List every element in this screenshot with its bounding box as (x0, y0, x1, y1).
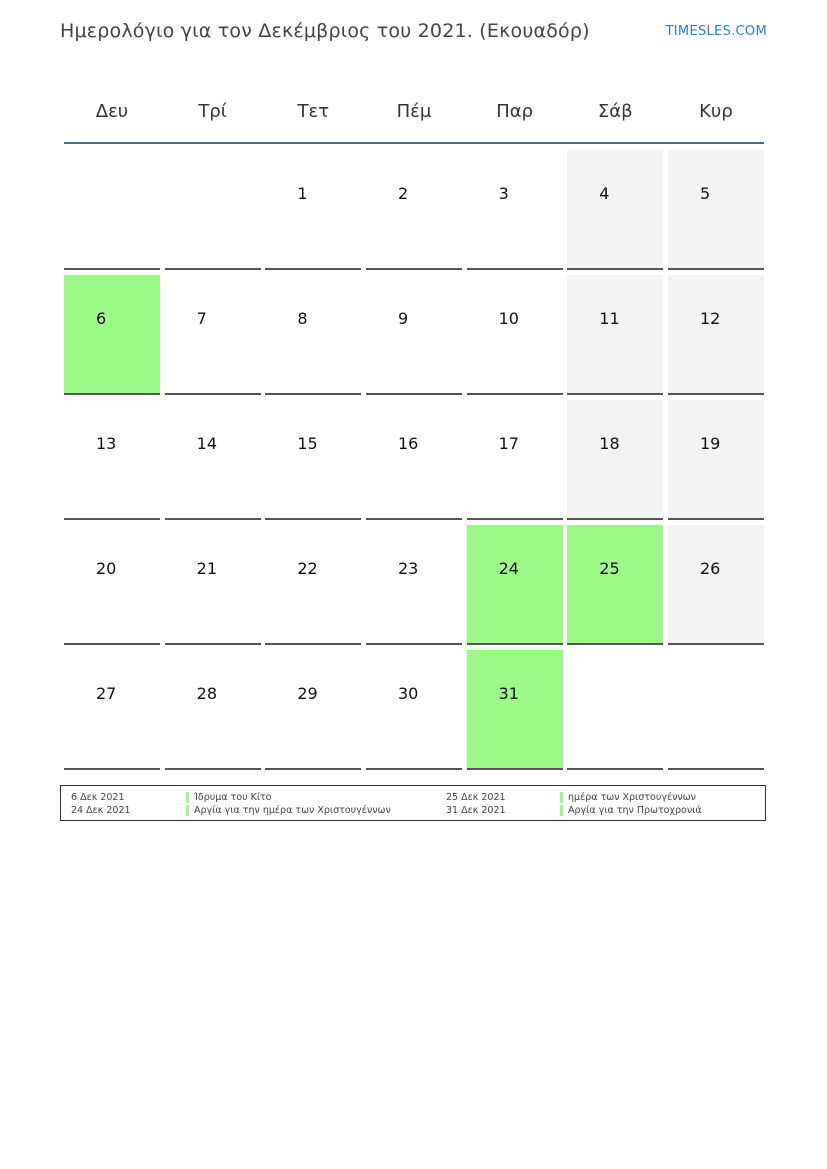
weekday-tuesday: Τρί (198, 100, 227, 122)
day-number: 8 (297, 309, 308, 328)
day-cell[interactable] (467, 400, 563, 520)
legend-color-swatch (560, 805, 563, 816)
weekday-wednesday: Τετ (297, 100, 330, 122)
day-number: 19 (699, 434, 721, 453)
weekday-sunday: Κυρ (699, 100, 733, 122)
day-cell[interactable] (265, 275, 361, 395)
day-cell[interactable] (64, 525, 160, 645)
day-number: 1 (297, 184, 308, 203)
legend-color-swatch (186, 805, 189, 816)
day-cell[interactable] (567, 275, 663, 395)
day-cell[interactable] (668, 400, 764, 520)
weekday-header (64, 80, 764, 144)
day-number: 24 (498, 559, 519, 578)
weekday-thursday: Πέμ (396, 100, 432, 122)
day-cell[interactable] (64, 650, 160, 770)
brand-link[interactable]: TIMESLES.COM (665, 24, 767, 39)
holiday-day-cell[interactable] (467, 525, 563, 645)
day-cell[interactable] (165, 650, 261, 770)
empty-day-cell (668, 650, 764, 770)
legend-holiday-name: Αργία για την Πρωτοχρονιά (568, 805, 702, 816)
day-cell[interactable] (567, 150, 663, 270)
weekday-saturday: Σάβ (597, 100, 633, 122)
day-number: 15 (297, 434, 318, 453)
day-number: 16 (397, 434, 419, 453)
day-cell[interactable] (366, 400, 462, 520)
legend-holiday-name: Ίδρυμα του Κίτο (194, 792, 272, 803)
day-cell[interactable] (668, 525, 764, 645)
day-cell[interactable] (467, 150, 563, 270)
day-number: 6 (96, 309, 107, 328)
day-number: 27 (96, 684, 117, 703)
legend-holiday-name: ημέρα των Χριστουγέννων (568, 792, 696, 803)
calendar (64, 80, 764, 770)
day-cell[interactable] (265, 400, 361, 520)
day-number: 13 (96, 434, 117, 453)
day-number: 26 (699, 559, 721, 578)
day-number: 31 (498, 684, 519, 703)
day-number: 2 (397, 184, 409, 203)
day-number: 11 (599, 309, 620, 328)
day-cell[interactable] (265, 650, 361, 770)
day-number: 9 (397, 309, 409, 328)
legend-color-swatch (186, 792, 189, 803)
day-cell[interactable] (366, 525, 462, 645)
legend-date: 24 Δεκ 2021 (71, 805, 131, 816)
holiday-legend (60, 785, 766, 821)
day-number: 29 (297, 684, 318, 703)
day-number: 18 (599, 434, 620, 453)
legend-date: 6 Δεκ 2021 (71, 792, 125, 803)
day-number: 12 (699, 309, 721, 328)
holiday-day-cell[interactable] (64, 275, 160, 395)
holiday-day-cell[interactable] (567, 525, 663, 645)
day-cell[interactable] (165, 400, 261, 520)
day-number: 14 (196, 434, 218, 453)
day-cell[interactable] (366, 275, 462, 395)
page-title: Ημερολόγιο για τον Δεκέμβριος του 2021. (Εκουαδόρ) (60, 20, 590, 42)
day-number: 3 (498, 184, 509, 203)
day-number: 28 (196, 684, 218, 703)
day-cell[interactable] (366, 150, 462, 270)
day-number: 10 (498, 309, 519, 328)
legend-date: 31 Δεκ 2021 (446, 805, 506, 816)
day-cell[interactable] (366, 650, 462, 770)
legend-color-swatch (560, 792, 563, 803)
day-cell[interactable] (467, 275, 563, 395)
day-number: 30 (397, 684, 419, 703)
weekday-monday: Δευ (95, 100, 129, 122)
day-cell[interactable] (668, 275, 764, 395)
day-number: 17 (498, 434, 519, 453)
day-cell[interactable] (567, 400, 663, 520)
legend-holiday-name: Αργία για την ημέρα των Χριστουγέννων (194, 805, 391, 816)
empty-day-cell (567, 650, 663, 770)
day-cell[interactable] (165, 525, 261, 645)
day-cell[interactable] (265, 525, 361, 645)
weekday-friday: Παρ (496, 100, 534, 122)
legend-date: 25 Δεκ 2021 (446, 792, 506, 803)
day-cell[interactable] (668, 150, 764, 270)
empty-day-cell (165, 150, 261, 270)
day-number: 7 (196, 309, 207, 328)
day-cell[interactable] (64, 400, 160, 520)
day-cell[interactable] (165, 275, 261, 395)
holiday-day-cell[interactable] (467, 650, 563, 770)
day-number: 5 (699, 184, 711, 203)
day-grid (64, 150, 764, 770)
day-number: 23 (397, 559, 419, 578)
day-number: 22 (297, 559, 318, 578)
day-cell[interactable] (265, 150, 361, 270)
empty-day-cell (64, 150, 160, 270)
day-number: 4 (599, 184, 610, 203)
day-number: 25 (599, 559, 620, 578)
day-number: 20 (96, 559, 117, 578)
day-number: 21 (196, 559, 218, 578)
